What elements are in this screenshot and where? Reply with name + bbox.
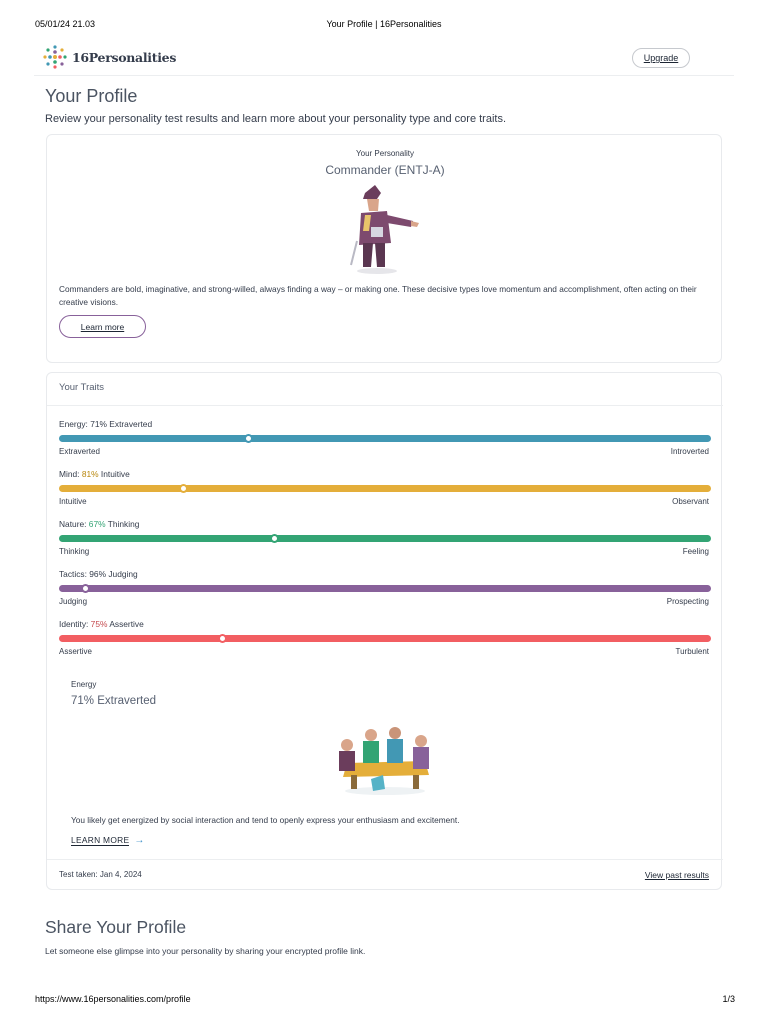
trait-label (59, 469, 130, 479)
learn-more-button[interactable]: Learn more (59, 315, 146, 338)
trait-value: Judging (108, 569, 138, 579)
trait-learn-more-label: LEARN MORE (71, 835, 130, 845)
trait-name: Energy: (59, 419, 88, 429)
print-date: 05/01/24 21.03 (35, 19, 96, 29)
trait-left-label: Judging (59, 597, 88, 606)
trait-left-label: Extraverted (59, 447, 100, 456)
print-title: Your Profile | 16Personalities (326, 19, 442, 29)
trait-bar[interactable] (59, 635, 711, 642)
trait-bar-knob[interactable] (81, 584, 90, 593)
trait-bar-knob[interactable] (179, 484, 188, 493)
trait-left-label: Thinking (59, 547, 90, 556)
trait-percent: 81% (81, 469, 99, 479)
trait-bar[interactable] (59, 535, 711, 542)
test-taken-date: Test taken: Jan 4, 2024 (59, 870, 142, 879)
trait-percent: 96% (89, 569, 107, 579)
trait-value: Extraverted (109, 419, 153, 429)
personality-description: Commanders are bold, imaginative, and strong-willed, always finding a way – or making one. These decisive types love momentum and accomplishment, often acting on their creative visions. (59, 284, 697, 307)
view-past-results-link[interactable]: View past results (644, 870, 709, 880)
arrow-right-icon: → (134, 835, 145, 846)
trait-value: Thinking (107, 519, 140, 529)
trait-percent: 67% (88, 519, 106, 529)
trait-name: Tactics: (59, 569, 87, 579)
energy-illustration (333, 725, 437, 799)
trait-name: Nature: (59, 519, 87, 529)
trait-right-label: Prospecting (666, 597, 709, 606)
traits-divider (47, 405, 723, 406)
trait-bar[interactable] (59, 435, 711, 442)
trait-detail-value: 71% Extraverted (71, 695, 157, 707)
trait-bar[interactable] (59, 485, 711, 492)
trait-left-label: Intuitive (59, 497, 87, 506)
trait-left-label: Assertive (59, 647, 92, 656)
trait-label (59, 619, 144, 629)
trait-value: Intuitive (100, 469, 130, 479)
trait-right-label: Turbulent (675, 647, 709, 656)
traits-heading: Your Traits (59, 382, 105, 393)
trait-learn-more-link[interactable] (71, 835, 145, 846)
trait-percent: 75% (90, 619, 108, 629)
trait-bar-knob[interactable] (270, 534, 279, 543)
trait-name: Identity: (59, 619, 89, 629)
trait-value: Assertive (109, 619, 144, 629)
trait-label (59, 519, 139, 529)
trait-right-label: Observant (672, 497, 709, 506)
print-url: https://www.16personalities.com/profile (35, 994, 191, 1004)
trait-label (59, 569, 138, 579)
trait-right-label: Introverted (670, 447, 709, 456)
trait-name: Mind: (59, 469, 80, 479)
page-subtitle: Review your personality test results and learn more about your personality type and core traits. (45, 113, 507, 125)
trait-right-label: Feeling (682, 547, 709, 556)
print-page-number: 1/3 (722, 994, 735, 1004)
logo-icon (42, 44, 68, 70)
trait-bar-knob[interactable] (244, 434, 253, 443)
trait-bar[interactable] (59, 585, 711, 592)
personality-eyebrow: Your Personality (356, 149, 414, 158)
trait-detail-description: You likely get energized by social interaction and tend to openly express your enthusiasm and excitement. (71, 815, 460, 825)
personality-type-name: Commander (ENTJ-A) (325, 163, 445, 177)
personality-card (46, 134, 722, 363)
traits-card (46, 372, 722, 890)
traits-footer-divider (47, 859, 723, 860)
share-subtitle: Let someone else glimpse into your personality by sharing your encrypted profile link. (45, 946, 366, 956)
commander-illustration (347, 185, 419, 277)
site-logo[interactable] (42, 44, 176, 70)
share-title: Share Your Profile (45, 917, 187, 937)
upgrade-button[interactable]: Upgrade (632, 48, 690, 68)
trait-detail-eyebrow: Energy (71, 680, 97, 689)
trait-bar-knob[interactable] (218, 634, 227, 643)
trait-label (59, 419, 152, 429)
logo-text: 16Personalities (72, 49, 177, 65)
header-divider (34, 75, 734, 76)
trait-percent: 71% (90, 419, 107, 429)
page-title: Your Profile (45, 86, 138, 106)
